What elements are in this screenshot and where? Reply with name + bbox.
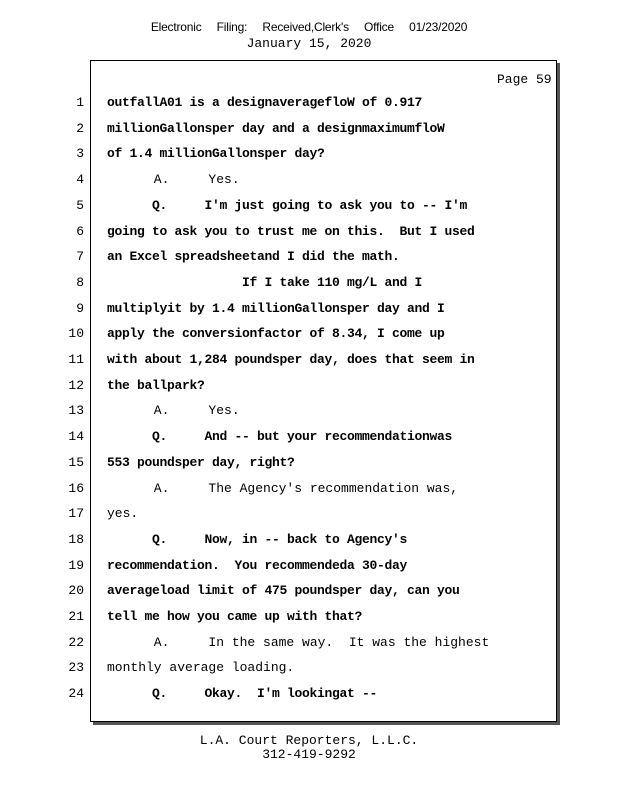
transcript-line: A. Yes. — [107, 403, 240, 418]
transcript-line: monthly average loading. — [107, 660, 295, 675]
footer-company: L.A. Court Reporters, L.L.C. — [199, 733, 419, 748]
transcript-line: Q. And -- but your recommendationwas — [107, 429, 453, 444]
transcript-line: of 1.4 millionGallonsper day? — [107, 146, 325, 161]
transcript-line: an Excel spreadsheetand I did the math. — [107, 249, 400, 264]
transcript-line: A. Yes. — [107, 172, 240, 187]
line-number: 12 — [68, 378, 84, 393]
line-number: 19 — [68, 558, 84, 573]
line-number: 21 — [68, 609, 84, 624]
filing-part: Received,Clerk's — [262, 20, 349, 34]
line-number: 4 — [76, 172, 84, 187]
line-number: 11 — [68, 352, 84, 367]
line-number: 9 — [76, 301, 84, 316]
filing-part: Filing: — [216, 20, 248, 34]
line-number: 22 — [68, 635, 84, 650]
transcript-line: 553 poundsper day, right? — [107, 455, 295, 470]
transcript-line: A. The Agency's recommendation was, — [107, 481, 459, 496]
transcript-line: tell me how you came up with that? — [107, 609, 363, 624]
transcript-line: A. In the same way. It was the highest — [107, 635, 490, 650]
line-number: 13 — [68, 403, 84, 418]
transcript-line: apply the conversionfactor of 8.34, I come up — [107, 326, 445, 341]
transcript-line: yes. — [107, 506, 139, 521]
transcript-line: If I take 110 mg/L and I — [107, 275, 423, 290]
line-number: 16 — [68, 481, 84, 496]
line-number: 7 — [76, 249, 84, 264]
transcript-line: millionGallonsper day and a designmaximumfloW — [107, 121, 445, 136]
transcript-line: Q. I'm just going to ask you to -- I'm — [107, 198, 468, 213]
line-number: 17 — [68, 506, 84, 521]
transcript-line: averageload limit of 475 poundsper day, can you — [107, 583, 460, 598]
line-number: 15 — [68, 455, 84, 470]
line-number: 5 — [76, 198, 84, 213]
transcript-line: outfallA01 is a designaveragefloW of 0.917 — [107, 95, 423, 110]
transcript-line: with about 1,284 poundsper day, does that seem in — [107, 352, 475, 367]
line-number: 10 — [68, 326, 84, 341]
line-number: 2 — [76, 121, 84, 136]
footer-phone: 312-419-9292 — [262, 747, 356, 762]
filing-part: Office — [364, 20, 394, 34]
filing-stamp — [0, 20, 618, 34]
line-number: 8 — [76, 275, 84, 290]
line-number: 24 — [68, 686, 84, 701]
line-number: 1 — [76, 95, 84, 110]
transcript-line: Q. Okay. I'm lookingat -- — [107, 686, 378, 701]
transcript-line: the ballpark? — [107, 378, 205, 393]
line-number: 14 — [68, 429, 84, 444]
transcript-line: going to ask you to trust me on this. But I used — [107, 224, 475, 239]
line-number: 3 — [76, 146, 84, 161]
line-number: 20 — [68, 583, 84, 598]
transcript-line: recommendation. You recommendeda 30-day — [107, 558, 408, 573]
filing-part: Electronic — [150, 20, 202, 34]
transcript-date: January 15, 2020 — [246, 36, 372, 51]
page-number: Page 59 — [497, 72, 552, 87]
line-number: 18 — [68, 532, 84, 547]
transcript-line: multiplyit by 1.4 millionGallonsper day and I — [107, 301, 445, 316]
line-number: 6 — [76, 224, 84, 239]
line-number: 23 — [68, 660, 84, 675]
transcript-line: Q. Now, in -- back to Agency's — [107, 532, 408, 547]
filing-part: 01/23/2020 — [409, 20, 468, 34]
